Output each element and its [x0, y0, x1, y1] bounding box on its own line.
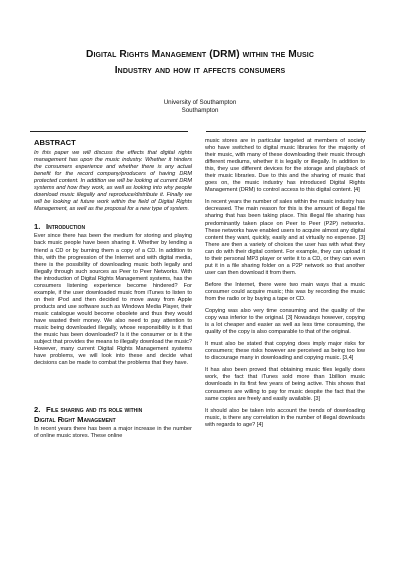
- affiliation: [100, 99, 300, 115]
- right-column: [205, 138, 365, 434]
- abstract-heading: ABSTRACT: [34, 138, 76, 147]
- left-divider: [30, 131, 188, 132]
- right-paragraph-6: It has also been proved that obtaining music files legally does work, the fact that iTunes sold more than 1billion music downloads in its first few years of being active. This shows that consumers are willing to pay for music despite the fact that the same copies are freely and easily available. [3]: [205, 367, 365, 402]
- right-divider: [206, 131, 366, 132]
- left-column: [34, 138, 192, 445]
- section-2-title-line-2: Digital Right Management: [34, 414, 116, 424]
- section-1-text: Ever since there has been the medium for storing and playing back music people have been sharing it. Whether by lending a friend a CD or by burning them a copy of a CD. In addition to this, with the progression of the Internet and with digital media, there is the possibility of downloading music both legally and illegally through such sources as Peer to Peer Networks. With the introduction of Digital Rights Management systems, has the consumers listening experience become hindered? For example, if the user downloaded music from iTunes to listen to on their iPod and then decided to move away from Apple products and use software such as Windows Media Player, their music catalogue would become obsolete and thus they would have wasted their money. We also need to pay attention to music being downloaded illegally, whose responsibility is it that the music has been downloaded? Is it the consumer or is it the subject that provides the means to illegally download the music? However, many current Digital Rights Management systems have problems, we will look into these and decide what decisions can be made to combat the problems that they have.: [34, 233, 192, 367]
- section-1-title: Introduction: [46, 221, 86, 231]
- section-2-heading: [34, 405, 192, 424]
- abstract-text: In this paper we will discuss the effects that digital rights management has upon the music industry. Whether it hinders the consumers experience and whether there is any actual benefit for the record company/producers of having DRM protected content. In addition we will be looking at current DRM systems and how they work, as well as looking into why people download music illegally and reproduce/distribute it. Finally we will be looking at future work within the field of Digital Rights Management, as well as the proposal for a new type of system.: [34, 149, 192, 212]
- section-1-heading: [34, 222, 192, 232]
- section-2-text: In recent years there has been a major increase in the number of online music stores. These online: [34, 426, 192, 440]
- title-line-2: Industry and how it affects consumers: [114, 65, 286, 76]
- affiliation-line-2: Southampton: [181, 107, 219, 114]
- section-2-title-line-1: File sharing and its role within: [46, 405, 143, 415]
- right-paragraph-2: In recent years the number of sales within the music industry has decreased. The main reason for this is the amount of illegal file sharing that has been taking place. This illegal file sharing has predominantly taken place on Peer to Peer (P2P) networks. These networks have enabled users to acquire almost any digital content they want, quickly, easily and at virtually no expense. [3] There are then a variety of choices the user has with what they can do with their digital content. For example, they can upload it to their personal MP3 player or write it to a CD, or they can even put it in a file sharing folder on a P2P network so that another user can then download it from them.: [205, 199, 365, 276]
- right-paragraph-7: It should also be taken into account the trends of downloading music, is there any correlation in the number of illegal downloads with regards to age? [4]: [205, 407, 365, 428]
- section-1-number: 1.: [34, 221, 41, 231]
- title-line-1: Digital Rights Management (DRM) within the Music: [86, 49, 314, 60]
- section-2-number: 2.: [34, 405, 41, 415]
- right-paragraph-1: music stores are in particular targeted at members of society who have switched to digital music libraries for the majority of their music, with many of these downloading their music through different mediums, whether it is legally or illegally. In addition to this, they use different devices for the storage and playback of their music libraries. Due to this and the sharing of music that goes on, the music industry has introduced Digital Rights Management (DRM) to control access to this digital content. [4]: [205, 138, 365, 194]
- affiliation-line-1: University of Southampton: [163, 99, 237, 106]
- right-paragraph-3: Before the Internet, there were two main ways that a music consumer could acquire music; this was by recording the music from the radio or by buying a tape or CD.: [205, 281, 365, 302]
- right-paragraph-4: Copying was also very time consuming and the quality of the copy was inferior to the original. [3] Nowadays however, copying is a lot cheaper and easier as well as less time consuming, the quality of the copy is also comparable to that of the original.: [205, 308, 365, 336]
- paper-title: [30, 47, 370, 79]
- right-paragraph-5: It must also be stated that copying does imply major risks for consumers; these risks however are perceived as being too low to discourage many in downloading and copying music. [3,4]: [205, 341, 365, 362]
